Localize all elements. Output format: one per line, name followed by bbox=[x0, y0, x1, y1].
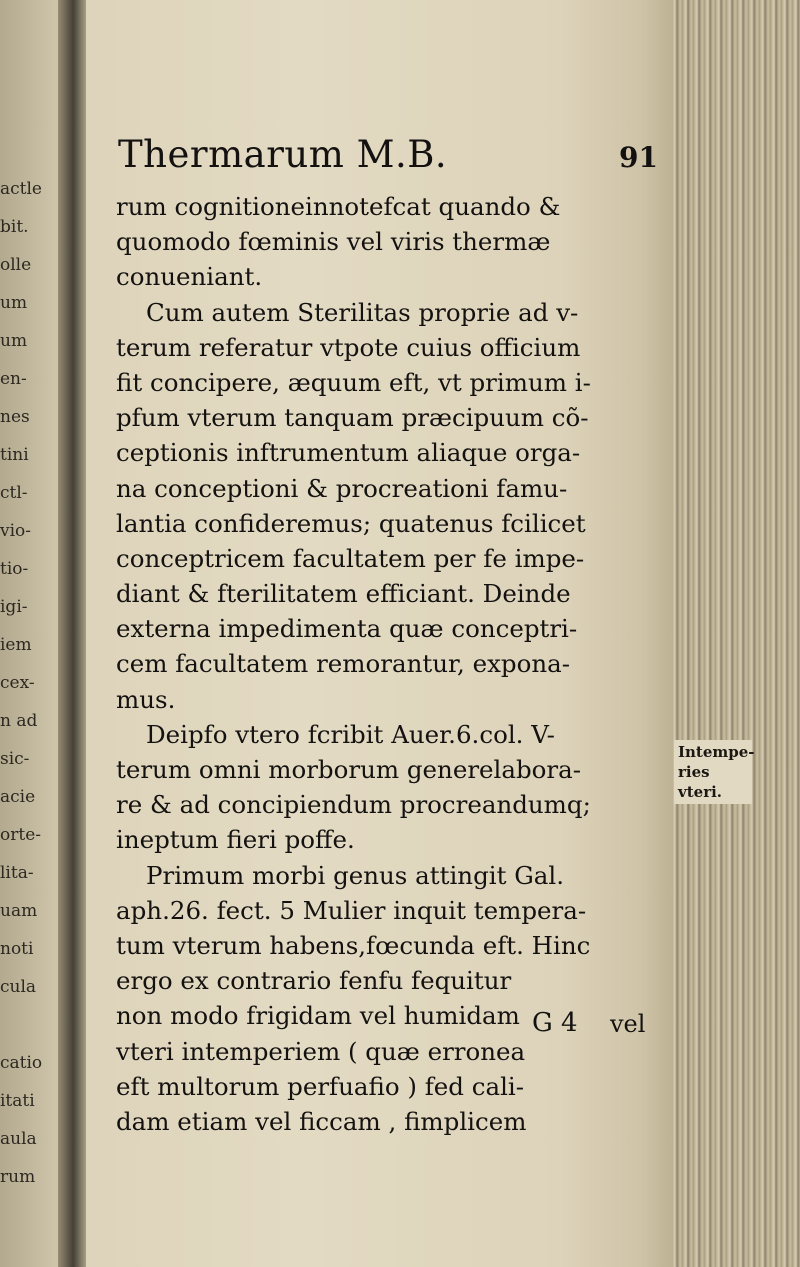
text-line: cem facultatem remorantur, expona- bbox=[116, 649, 570, 679]
text-line: externa impedimenta quæ conceptri- bbox=[116, 614, 578, 644]
facing-page-line: aula bbox=[0, 1129, 37, 1149]
facing-page-line: orte- bbox=[0, 825, 41, 845]
facing-page-line: bit. bbox=[0, 217, 29, 237]
page-edges bbox=[672, 0, 800, 1267]
facing-page-line: sic- bbox=[0, 749, 30, 769]
text-line: Deipfo vtero fcribit Auer.6.col. V- bbox=[146, 719, 555, 749]
text-line: fit concipere, æquum eft, vt primum i- bbox=[116, 367, 591, 397]
facing-page-line: um bbox=[0, 293, 28, 313]
facing-page-line: tio- bbox=[0, 559, 29, 579]
text-line: conueniant. bbox=[116, 262, 263, 292]
facing-page-line: lita- bbox=[0, 863, 34, 883]
facing-page-line: cula bbox=[0, 977, 37, 997]
text-line: diant & fterilitatem efficiant. Deinde bbox=[116, 579, 571, 609]
facing-page-line bbox=[0, 1006, 56, 1044]
facing-page-line: rum bbox=[0, 1167, 36, 1187]
text-line: dam etiam vel ficcam , fimplicem bbox=[116, 1106, 527, 1136]
catchword: vel bbox=[610, 1010, 646, 1038]
text-line: terum referatur vtpote cuius officium bbox=[116, 332, 581, 362]
facing-page-line: tini bbox=[0, 445, 29, 465]
facing-page-line: actle bbox=[0, 179, 42, 199]
facing-page-line: igi- bbox=[0, 597, 28, 617]
text-line: lantia confideremus; quatenus fcilicet bbox=[116, 508, 586, 538]
facing-page-line: nes bbox=[0, 407, 30, 427]
facing-page-text bbox=[0, 170, 56, 1196]
text-line: ceptionis inftrumentum aliaque orga- bbox=[116, 438, 581, 468]
facing-page-line: cex- bbox=[0, 673, 35, 693]
signature-mark: G 4 bbox=[532, 1008, 578, 1038]
text-line: vteri intemperiem ( quæ erronea bbox=[116, 1036, 526, 1066]
running-head: Thermarum M.B. bbox=[118, 133, 448, 176]
facing-page-line: uam bbox=[0, 901, 38, 921]
marginal-note: Intempe-ries vteri. bbox=[674, 740, 752, 804]
text-line: re & ad concipiendum procreandumq; bbox=[116, 790, 591, 820]
text-line: ergo ex contrario fenfu fequitur bbox=[116, 966, 512, 996]
text-line: tum vterum habens,fœcunda eft. Hinc bbox=[116, 930, 591, 960]
facing-page-line: iem bbox=[0, 635, 32, 655]
text-line: terum omni morborum generelabora- bbox=[116, 755, 582, 784]
facing-page-line: en- bbox=[0, 369, 27, 389]
facing-page-line: catio bbox=[0, 1053, 43, 1073]
facing-page-edge bbox=[0, 0, 58, 1267]
text-line: quomodo fœminis vel viris thermæ bbox=[116, 227, 551, 257]
text-line: non modo frigidam vel humidam bbox=[116, 1001, 520, 1031]
page-header bbox=[118, 133, 658, 181]
facing-page-line: itati bbox=[0, 1091, 35, 1111]
facing-page-line: n ad bbox=[0, 711, 38, 731]
text-line: rum cognitioneinnotefcat quando & bbox=[116, 192, 561, 221]
facing-page-line: acie bbox=[0, 787, 36, 807]
text-line: Cum autem Sterilitas proprie ad v- bbox=[146, 297, 579, 327]
text-line: eft multorum perfuafio ) fed cali- bbox=[116, 1071, 525, 1101]
text-line: aph.26. fect. 5 Mulier inquit tempera- bbox=[116, 895, 587, 925]
page-number: 91 bbox=[619, 141, 658, 174]
facing-page-line: ctl- bbox=[0, 483, 28, 503]
text-line: Primum morbi genus attingit Gal. bbox=[146, 860, 565, 890]
body-text bbox=[116, 189, 664, 1139]
book-gutter bbox=[58, 0, 86, 1267]
facing-page-line: noti bbox=[0, 939, 34, 959]
facing-page-line: um bbox=[0, 331, 28, 351]
text-line: ineptum fieri poffe. bbox=[116, 825, 355, 855]
facing-page-line: vio- bbox=[0, 521, 32, 541]
text-line: mus. bbox=[116, 684, 176, 714]
text-line: pfum vterum tanquam præcipuum cõ- bbox=[116, 403, 589, 433]
text-line: conceptricem facultatem per fe impe- bbox=[116, 543, 585, 573]
text-line: na conceptioni & procreationi famu- bbox=[116, 473, 568, 503]
facing-page-line: olle bbox=[0, 255, 32, 275]
